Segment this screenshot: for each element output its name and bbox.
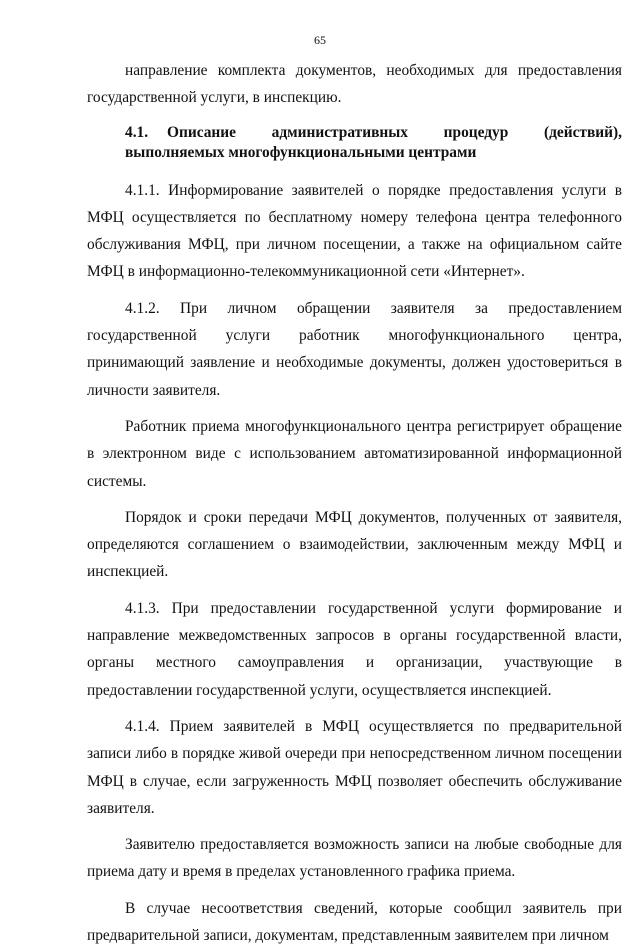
- paragraph-4-1-2: 4.1.2. При личном обращении заявителя за предоставлением государственной услуги работник многофункционального центра, принимающий заявление и необходимые документы, должен удостовериться в личности заявителя.: [87, 299, 622, 399]
- page-number: 65: [314, 33, 326, 47]
- paragraph-4-1-1: 4.1.1. Информирование заявителей о порядке предоставления услуги в МФЦ осуществляется по бесплатному номеру телефона центра телефонного обслуживания МФЦ, при личном посещении, а также на официальном сайте МФЦ в информационно-телекоммуникационной сети «Интернет».: [87, 181, 622, 281]
- section-heading-number: 4.1.: [125, 123, 149, 141]
- paragraph-appointment: Заявителю предоставляется возможность записи на любые свободные для приема дату и время в пределах установленного графика приема.: [87, 836, 622, 881]
- paragraph-mismatch: В случае несоответствия сведений, которые сообщил заявитель при предварительной записи, документам, представленным заявителем при личном: [87, 899, 622, 945]
- paragraph-transfer-order: Порядок и сроки передачи МФЦ документов, полученных от заявителя, определяются соглашением о взаимодействии, заключенным между МФЦ и инспекцией.: [87, 508, 622, 581]
- document-body: [87, 57, 622, 949]
- section-heading-text: Описание административных процедур (действий), выполняемых многофункциональными центрами: [125, 123, 622, 161]
- paragraph-continuation: направление комплекта документов, необходимых для предоставления государственной услуги, в инспекцию.: [87, 62, 622, 107]
- paragraph-4-1-3: 4.1.3. При предоставлении государственной услуги формирование и направление межведомственных запросов в органы государственной власти, органы местного самоуправления и организации, участвующие в предоставлении государственной услуги, осуществляется инспекцией.: [87, 599, 622, 699]
- paragraph-4-1-4: 4.1.4. Прием заявителей в МФЦ осуществляется по предварительной записи либо в порядке живой очереди при непосредственном личном посещении МФЦ в случае, если загруженность МФЦ позволяет обеспечить обслуживание заявителя.: [87, 717, 622, 817]
- paragraph-registration: Работник приема многофункционального центра регистрирует обращение в электронном виде с использованием автоматизированной информационной системы.: [87, 417, 622, 490]
- section-heading: [87, 123, 622, 163]
